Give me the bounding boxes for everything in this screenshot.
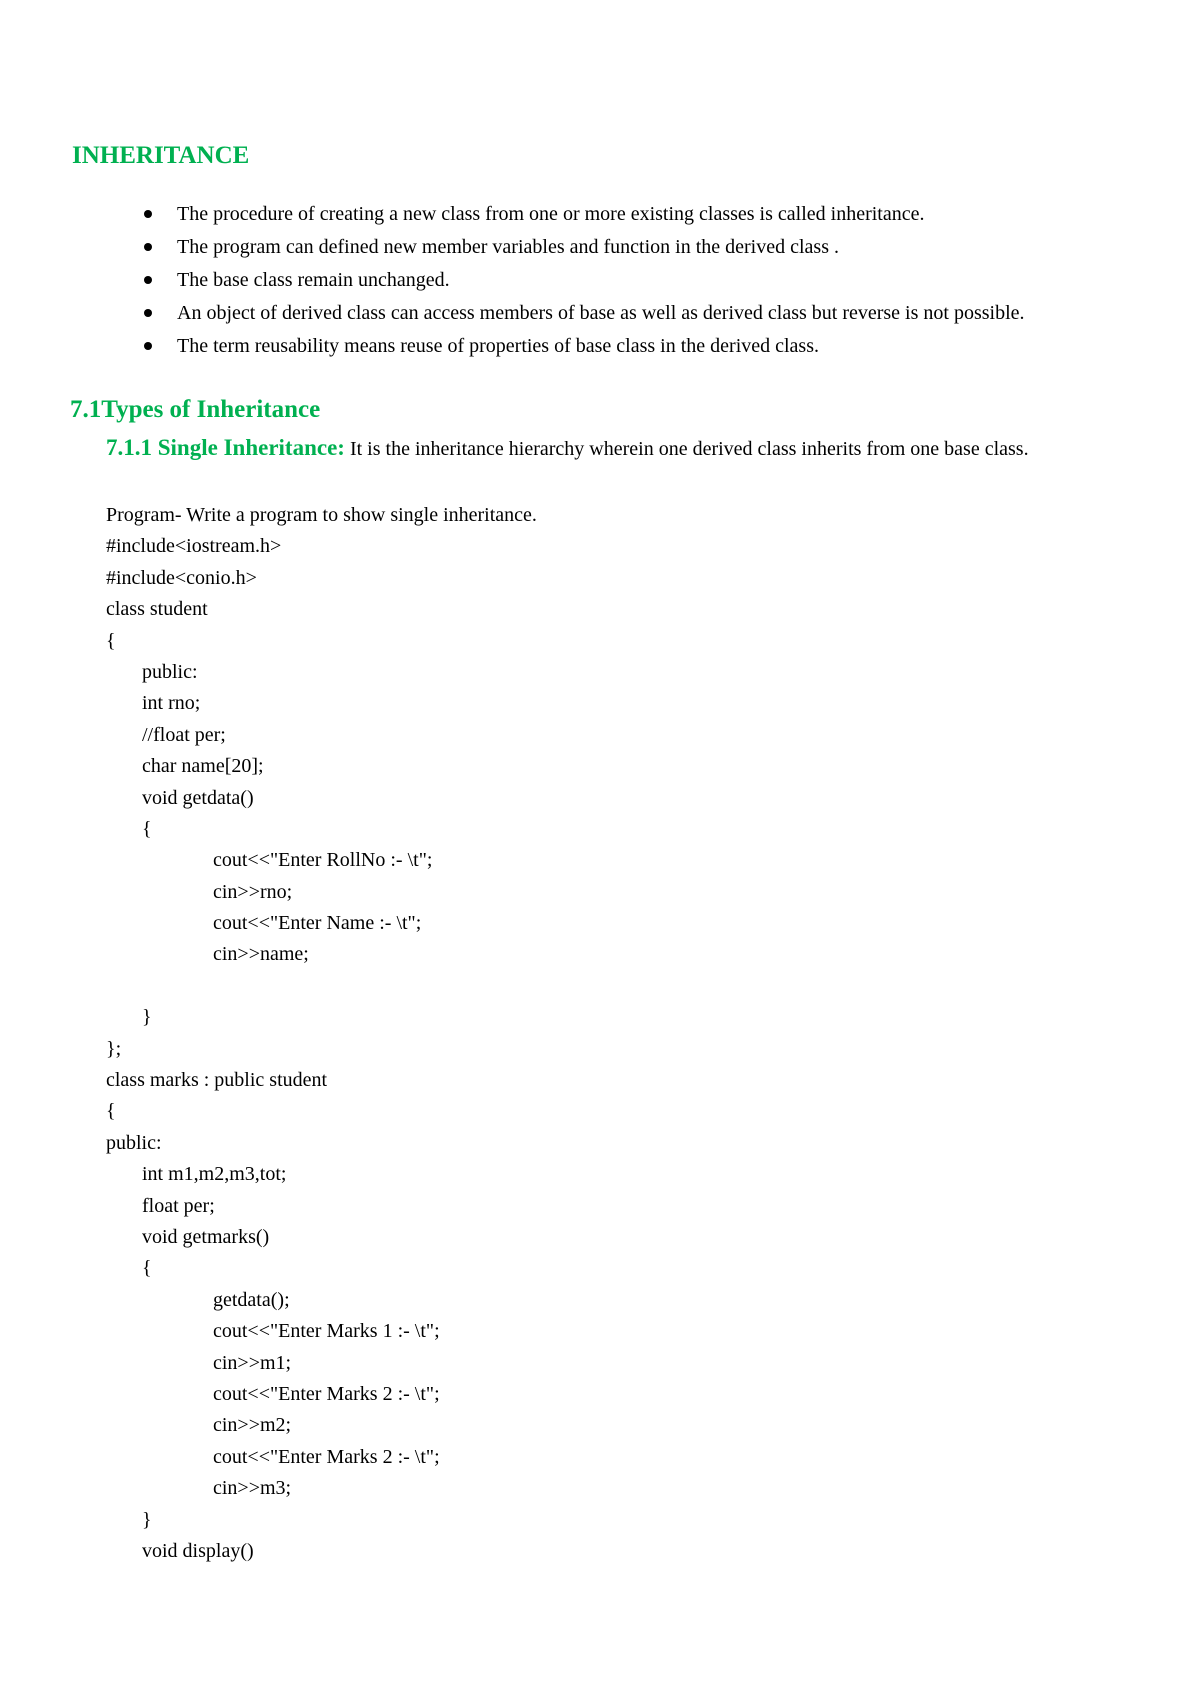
code-line: {: [106, 1100, 116, 1123]
subsection-paragraph: [106, 432, 1116, 465]
code-line: };: [106, 1037, 122, 1060]
code-line: void getmarks(): [142, 1225, 270, 1248]
bullet-text: The base class remain unchanged.: [177, 269, 450, 291]
code-line: cout<<"Enter Marks 2 :- \t";: [213, 1382, 440, 1405]
code-line: public:: [106, 1131, 162, 1154]
code-line: class marks : public student: [106, 1069, 328, 1092]
code-line: #include<iostream.h>: [106, 535, 282, 558]
code-line: cin>>name;: [213, 943, 309, 966]
bullet-text: The program can defined new member variables and function in the derived class .: [177, 236, 839, 258]
code-line: }: [142, 1508, 152, 1531]
bullet-list: [0, 198, 1200, 363]
code-line: cout<<"Enter Marks 1 :- \t";: [213, 1320, 440, 1343]
bullet-item: [0, 198, 1097, 231]
code-line: public:: [142, 660, 198, 683]
bullet-icon: [144, 309, 152, 317]
code-line: cin>>m2;: [213, 1414, 292, 1437]
page-heading: INHERITANCE: [72, 142, 250, 169]
bullet-icon: [144, 342, 152, 350]
bullet-icon: [144, 210, 152, 218]
code-line: char name[20];: [142, 755, 264, 778]
code-line: cin>>rno;: [213, 880, 293, 903]
code-listing: [106, 500, 537, 1567]
code-line: void getdata(): [142, 786, 254, 809]
code-line: }: [142, 1006, 152, 1029]
code-line: //float per;: [142, 723, 226, 746]
bullet-item: [0, 297, 1097, 330]
code-line: getdata();: [213, 1288, 290, 1311]
code-line: float per;: [142, 1194, 215, 1217]
bullet-item: [0, 264, 1097, 297]
bullet-item: [0, 330, 1097, 363]
code-line: cin>>m1;: [213, 1351, 292, 1374]
bullet-item: [0, 231, 1097, 264]
bullet-text: The term reusability means reuse of properties of base class in the derived class.: [177, 335, 820, 357]
code-line: {: [142, 1257, 152, 1280]
subsection-text: It is the inheritance hierarchy wherein one derived class inherits from one base class.: [344, 438, 1029, 460]
bullet-icon: [144, 243, 152, 251]
code-line: [106, 971, 537, 1002]
code-line: int m1,m2,m3,tot;: [142, 1163, 287, 1186]
code-line: {: [142, 817, 152, 840]
code-line: int rno;: [142, 692, 201, 715]
code-line: class student: [106, 598, 208, 621]
code-line: #include<conio.h>: [106, 566, 257, 589]
code-line: cin>>m3;: [213, 1477, 292, 1500]
code-line: cout<<"Enter Marks 2 :- \t";: [213, 1445, 440, 1468]
subsection-title: 7.1.1 Single Inheritance:: [106, 435, 345, 460]
bullet-text: An object of derived class can access members of base as well as derived class but reverse is not possible.: [177, 302, 1025, 324]
code-line: cout<<"Enter RollNo :- \t";: [213, 849, 433, 872]
code-line: cout<<"Enter Name :- \t";: [213, 912, 422, 935]
bullet-text: The procedure of creating a new class from one or more existing classes is called inheritance.: [177, 203, 925, 225]
code-line: Program- Write a program to show single inheritance.: [106, 504, 537, 526]
bullet-icon: [144, 276, 152, 284]
code-line: void display(): [142, 1539, 254, 1562]
code-line: {: [106, 629, 116, 652]
section-title: 7.1Types of Inheritance: [70, 396, 321, 423]
